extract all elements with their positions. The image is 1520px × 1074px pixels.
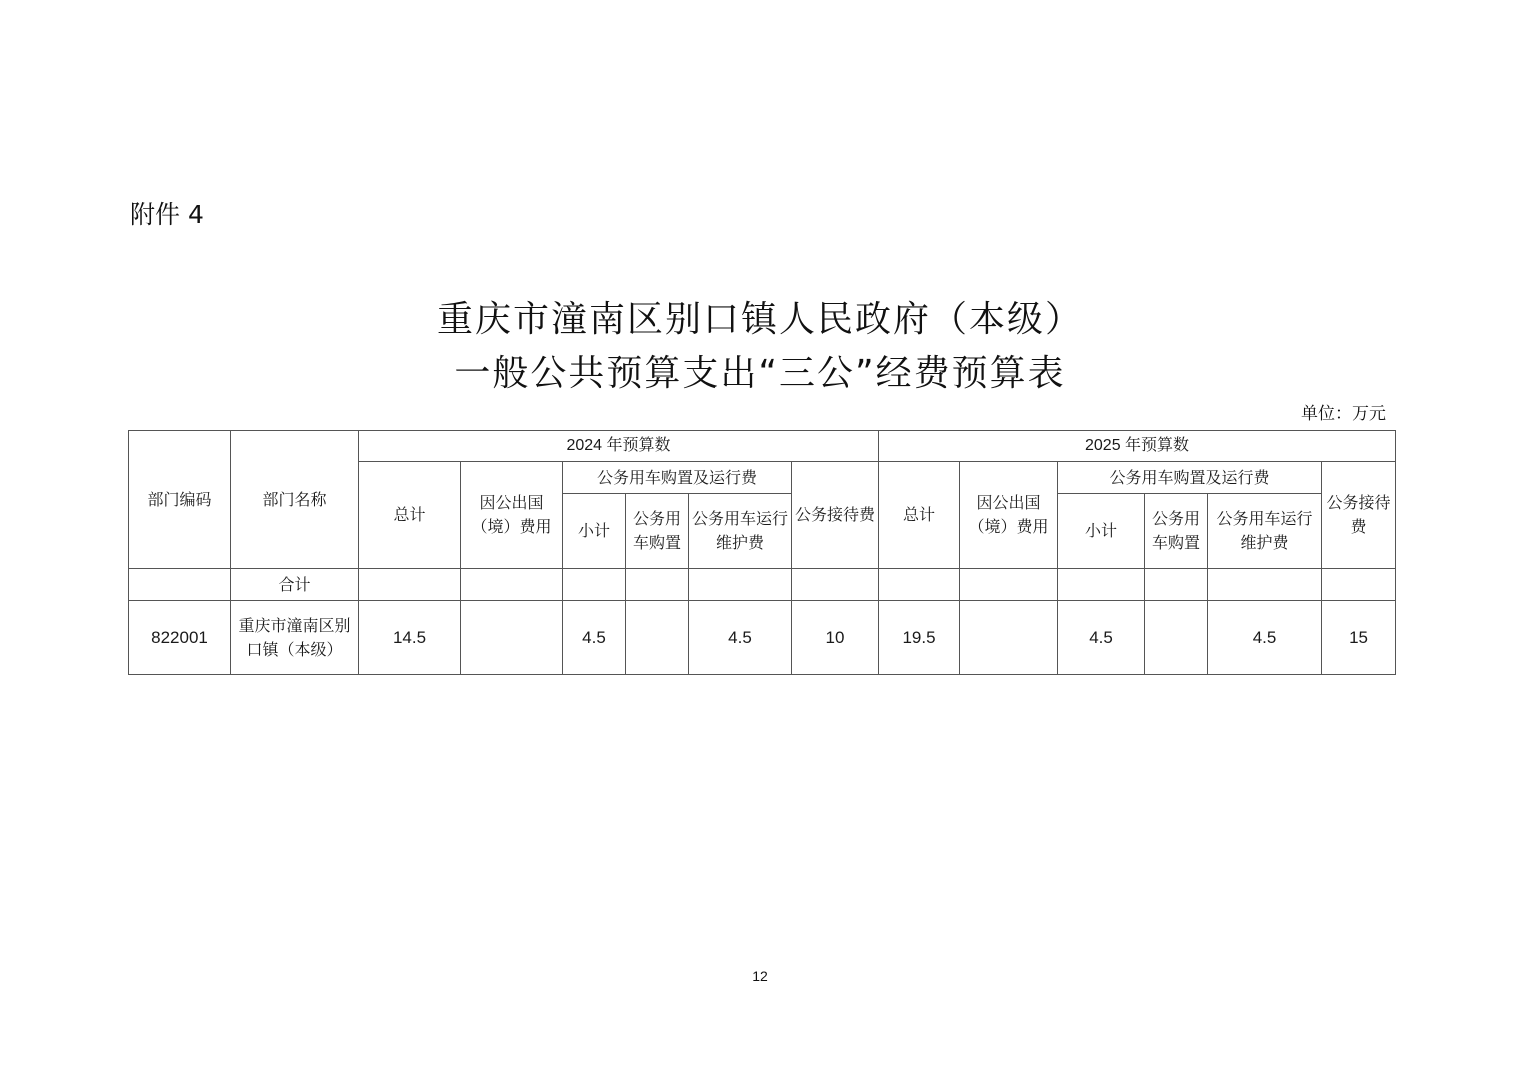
cell-2024-subtotal: 4.5 [563, 601, 626, 675]
header-reception-2024: 公务接待费 [792, 462, 879, 569]
cell-2025-subtotal: 4.5 [1058, 601, 1145, 675]
header-row-years [129, 431, 1396, 462]
header-dept-name: 部门名称 [231, 431, 359, 569]
header-vehicle-maintenance-2025: 公务用车运行维护费 [1208, 494, 1322, 569]
cell-2024-total: 14.5 [359, 601, 461, 675]
total-row-code [129, 569, 231, 601]
total-row-cell [1322, 569, 1396, 601]
cell-2025-vehicle-purchase [1145, 601, 1208, 675]
cell-2025-overseas [960, 601, 1058, 675]
header-reception-2025: 公务接待费 [1322, 462, 1396, 569]
cell-dept-code: 822001 [129, 601, 231, 675]
header-overseas-2025: 因公出国（境）费用 [960, 462, 1058, 569]
header-dept-code: 部门编码 [129, 431, 231, 569]
cell-2024-overseas [461, 601, 563, 675]
page-number: 12 [752, 968, 768, 984]
cell-2024-reception: 10 [792, 601, 879, 675]
header-vehicle-group-2025: 公务用车购置及运行费 [1058, 462, 1322, 494]
header-total-2024: 总计 [359, 462, 461, 569]
cell-2025-reception: 15 [1322, 601, 1396, 675]
total-row-cell [1208, 569, 1322, 601]
cell-2024-vehicle-maintenance: 4.5 [689, 601, 792, 675]
document-title-line-2: 一般公共预算支出“三公”经费预算表 [454, 353, 1066, 394]
header-year-2024: 2024 年预算数 [359, 431, 879, 462]
header-subtotal-2025: 小计 [1058, 494, 1145, 569]
header-vehicle-maintenance-2024: 公务用车运行维护费 [689, 494, 792, 569]
total-row-cell [626, 569, 689, 601]
total-row [129, 569, 1396, 601]
unit-label: 单位：万元 [1301, 404, 1386, 424]
total-row-cell [879, 569, 960, 601]
total-row-cell [1058, 569, 1145, 601]
total-row-cell [689, 569, 792, 601]
total-row-cell [359, 569, 461, 601]
total-row-cell [1145, 569, 1208, 601]
total-row-label: 合计 [231, 569, 359, 601]
total-row-cell [461, 569, 563, 601]
total-row-cell [792, 569, 879, 601]
cell-2024-vehicle-purchase [626, 601, 689, 675]
table-row [129, 601, 1396, 675]
attachment-label: 附件 4 [130, 200, 204, 229]
header-year-2025: 2025 年预算数 [879, 431, 1396, 462]
header-total-2025: 总计 [879, 462, 960, 569]
cell-2025-total: 19.5 [879, 601, 960, 675]
header-subtotal-2024: 小计 [563, 494, 626, 569]
total-row-cell [960, 569, 1058, 601]
header-vehicle-purchase-2024: 公务用车购置 [626, 494, 689, 569]
header-overseas-2024: 因公出国（境）费用 [461, 462, 563, 569]
cell-2025-vehicle-maintenance: 4.5 [1208, 601, 1322, 675]
header-vehicle-purchase-2025: 公务用车购置 [1145, 494, 1208, 569]
header-vehicle-group-2024: 公务用车购置及运行费 [563, 462, 792, 494]
budget-table [128, 430, 1396, 675]
document-title-line-1: 重庆市潼南区别口镇人民政府（本级） [436, 299, 1083, 340]
cell-dept-name: 重庆市潼南区别口镇（本级） [231, 601, 359, 675]
total-row-cell [563, 569, 626, 601]
